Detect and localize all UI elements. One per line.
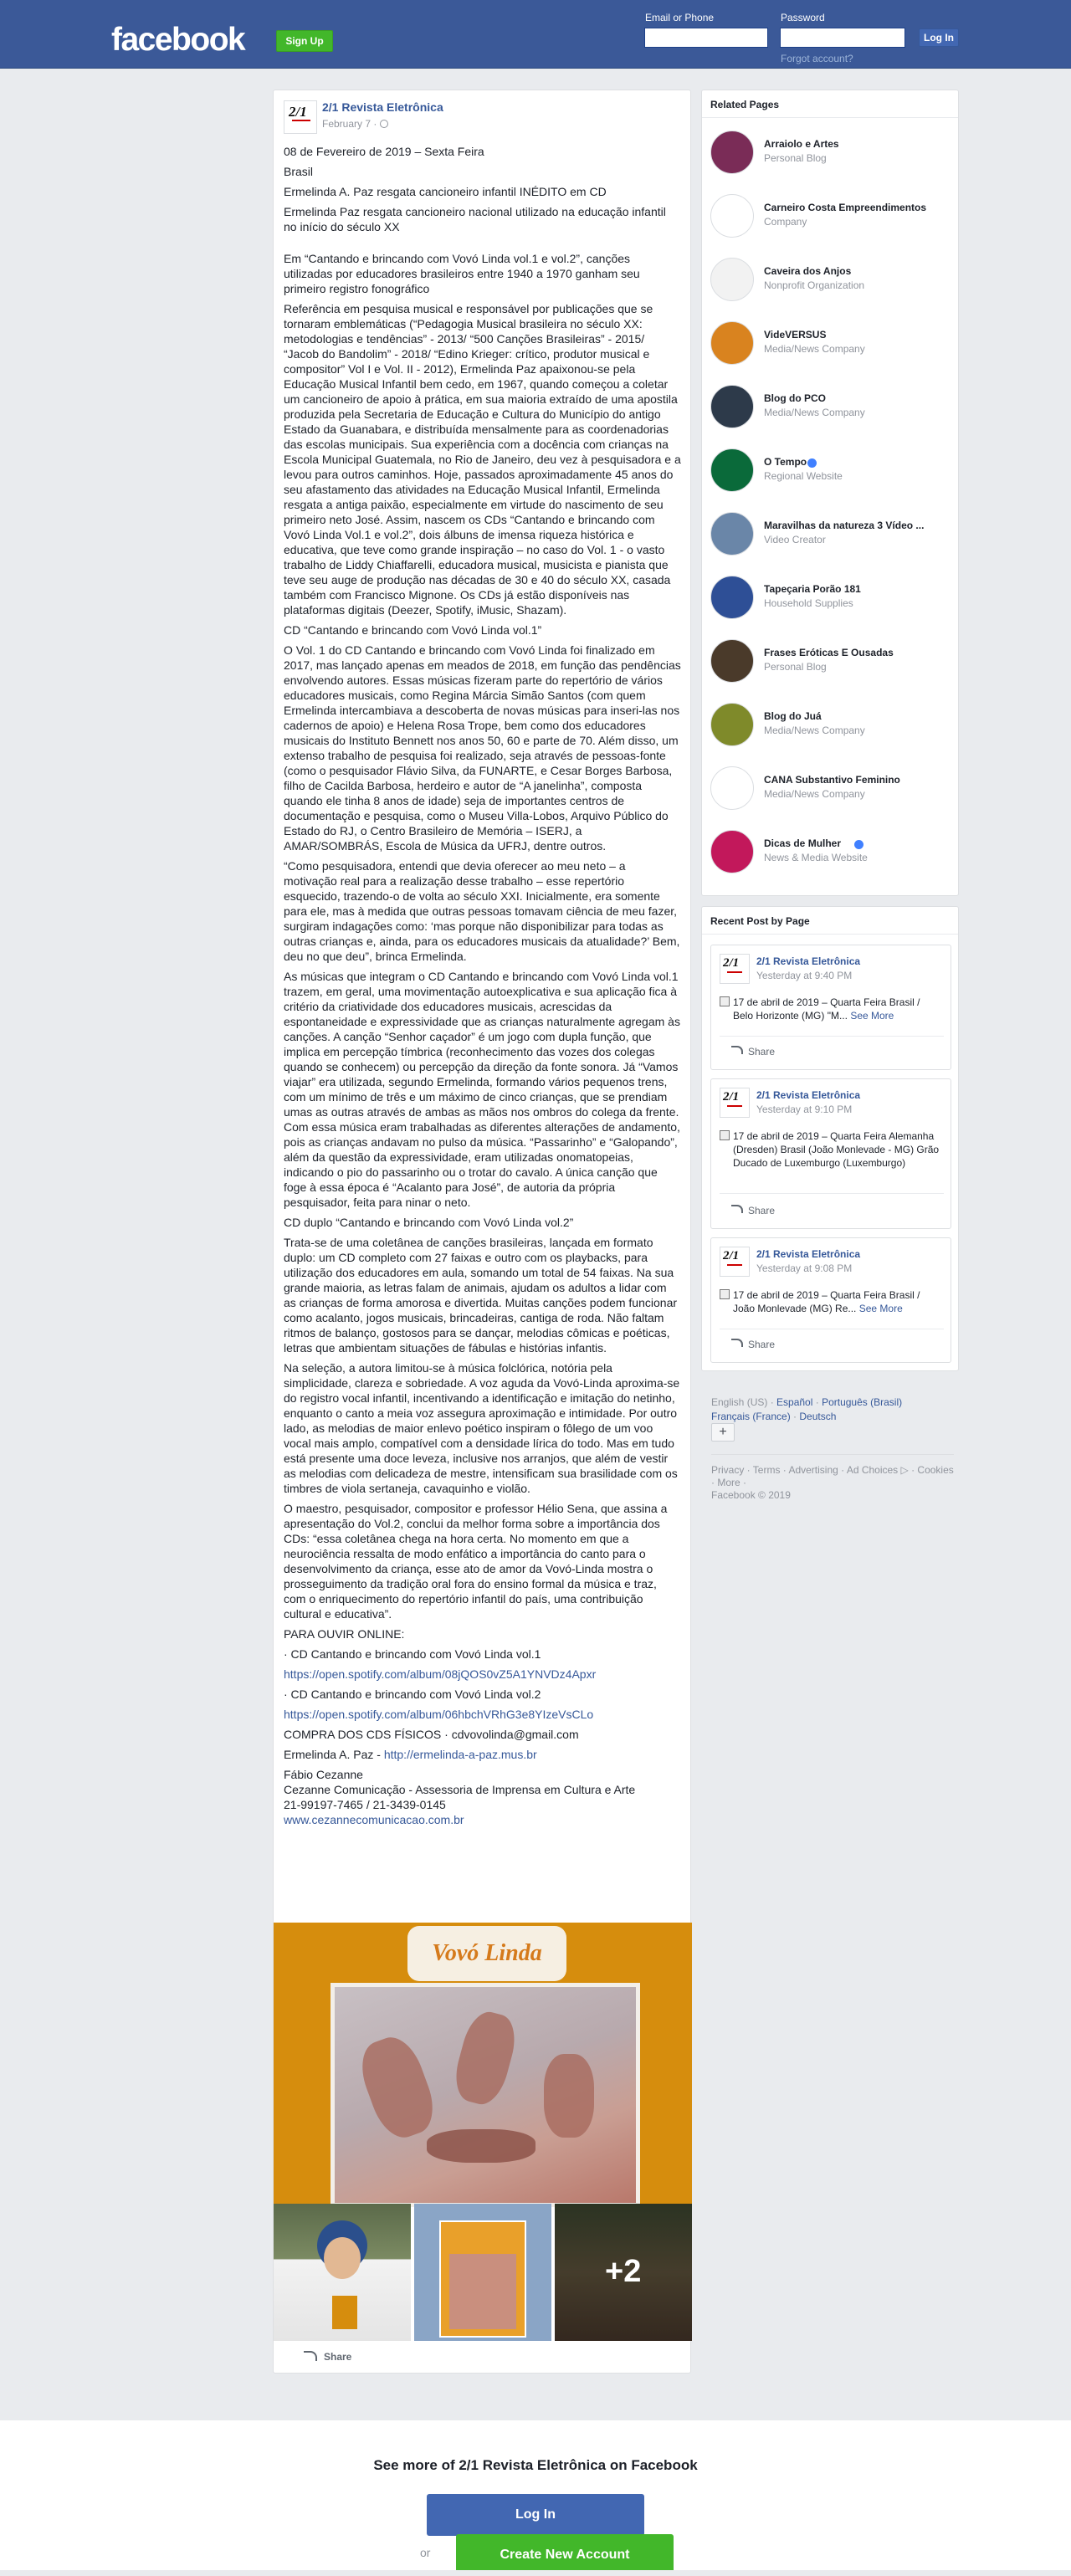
post-paragraph: Em “Cantando e brincando com Vovó Linda vol.1 e vol.2”, canções utilizadas por educadores brasileiros entre 1940 a 1970 ganham seu primeiro registro fonográfico bbox=[284, 252, 640, 295]
recent-post-excerpt: 17 de abril de 2019 – Quarta Feira Brasil / Belo Horizonte (MG) "M... bbox=[733, 996, 920, 1022]
page-avatar[interactable]: 2/1 bbox=[720, 1247, 750, 1277]
post-paragraph: “Como pesquisadora, entendi que devia oferecer ao meu neto – a motivação real para a realização desse trabalho – esse repertório esquecido, trazendo-o de volta ao século XXI. Inicialmente, era somente para ele, mas à medida que outras pessoas tomavam ciência de meu fazer, surgiram indagações como: ‘mas porque não disponibilizar para todas as outras crianças e, ainda, para os educadores musicais da atualidade?’ Bem, deu no que deu”, brinca Ermelinda. bbox=[284, 859, 680, 963]
share-icon bbox=[731, 1339, 743, 1347]
password-field[interactable] bbox=[780, 28, 905, 48]
top-bar bbox=[0, 0, 1071, 69]
recent-post-text bbox=[733, 996, 942, 1022]
post-paragraph: PARA OUVIR ONLINE: bbox=[284, 1627, 405, 1641]
calendar-icon bbox=[720, 996, 730, 1006]
related-page-item[interactable] bbox=[710, 512, 953, 562]
page-avatar[interactable]: 2/1 bbox=[720, 1088, 750, 1118]
post-body bbox=[284, 144, 682, 1827]
related-page-item[interactable] bbox=[710, 448, 953, 499]
related-page-category: Personal Blog bbox=[764, 661, 827, 673]
post-paragraph: O maestro, pesquisador, compositor e professor Hélio Sena, que assina a apresentação do Vol.2, conclui da melhor forma sobre a importância dos CDs: “essa coletânea chega na hora certa. No momento em que a neurociência ressalta de modo enfático a importância do canto para o desenvolvimento da criança, esse ato de amor da Vovó-Linda mostra o prosseguimento da tradição oral fora do ensino formal da música e traz, com o enriquecimento do repertório infantil do país, uma contribuição cultural e educativa”. bbox=[284, 1502, 668, 1621]
page-avatar[interactable]: 2/1 bbox=[284, 100, 317, 134]
facebook-logo[interactable]: facebook bbox=[111, 22, 245, 58]
related-page-item[interactable] bbox=[710, 194, 953, 244]
more-photos-count: +2 bbox=[605, 2254, 642, 2289]
post-paragraph: 08 de Fevereiro de 2019 – Sexta Feira bbox=[284, 145, 484, 158]
album-cover-art bbox=[331, 1983, 640, 2207]
post-paragraph: CD “Cantando e brincando com Vovó Linda vol.1” bbox=[284, 623, 542, 637]
post-card bbox=[273, 90, 691, 2374]
email-label: Email or Phone bbox=[645, 12, 715, 23]
related-page-avatar[interactable] bbox=[710, 321, 754, 365]
language-link[interactable]: Français (France) bbox=[711, 1411, 791, 1422]
recent-post-time[interactable]: Yesterday at 9:40 PM bbox=[756, 970, 853, 981]
post-paragraph: Trata-se de uma coletânea de canções brasileiras, lançada em formato duplo: um CD completo com 27 faixas e outro com os playbacks, para utilização dos educadores em aula, somando um total de 54 faixas. Na sua grande maioria, as letras falam de animais, ajudam os adultos a lidar com as crianças de forma amorosa e divertida. Muitas canções podem funcionar como acalanto, jogos musicais, brincadeiras, cantiga de roda. Não faltam ritmos de balanço, gostosos para se dançar, melodias cômicas e poéticas, letras que ambientam situações de fábulas e histórias infantis. bbox=[284, 1236, 678, 1355]
footer-links[interactable]: Privacy · Terms · Advertising · Ad Choices ▷ · Cookies · More · bbox=[711, 1464, 954, 1488]
related-page-name[interactable]: Blog do Juá bbox=[764, 710, 822, 722]
bottom-banner-title: See more of 2/1 Revista Eletrônica on Facebook bbox=[373, 2457, 698, 2473]
related-page-name[interactable]: Carneiro Costa Empreendimentos bbox=[764, 202, 927, 213]
recent-post-time[interactable]: Yesterday at 9:08 PM bbox=[756, 1262, 853, 1274]
recent-post-page-name[interactable]: 2/1 Revista Eletrônica bbox=[756, 1248, 861, 1260]
related-page-avatar[interactable] bbox=[710, 639, 754, 683]
calendar-icon bbox=[720, 1289, 730, 1299]
share-icon bbox=[731, 1205, 743, 1213]
related-page-name[interactable]: Blog do PCO bbox=[764, 392, 826, 404]
post-photo-thumb[interactable] bbox=[274, 2204, 411, 2341]
contact-line: Fábio Cezanne bbox=[284, 1768, 363, 1781]
contact-block bbox=[284, 1767, 682, 1827]
recent-post-time[interactable]: Yesterday at 9:10 PM bbox=[756, 1104, 853, 1115]
verified-badge-icon bbox=[854, 840, 863, 849]
related-page-avatar[interactable] bbox=[710, 385, 754, 428]
related-page-name[interactable]: Caveira dos Anjos bbox=[764, 265, 852, 277]
contact-line: 21-99197-7465 / 21-3439-0145 bbox=[284, 1798, 446, 1811]
recent-post-share-button[interactable] bbox=[748, 1205, 775, 1216]
recent-post-text bbox=[733, 1288, 942, 1315]
contact-line: Cezanne Comunicação - Assessoria de Imprensa em Cultura e Arte bbox=[284, 1783, 636, 1796]
related-page-item[interactable] bbox=[710, 830, 953, 880]
related-page-avatar[interactable] bbox=[710, 512, 754, 556]
related-page-avatar[interactable] bbox=[710, 576, 754, 619]
post-date[interactable] bbox=[322, 118, 388, 130]
language-link[interactable]: Español bbox=[776, 1396, 813, 1408]
related-page-avatar[interactable] bbox=[710, 766, 754, 810]
post-paragraph: Na seleção, a autora limitou-se à música folclórica, notória pela simplicidade, clareza e sobriedade. A voz aguda da Vovó-Linda aproxima-se do registro vocal infantil, incentivando a identificação e imitação do netinho, enquanto o canto a meia voz assegura aproximação e intimidade. Por outro lado, as melodias de maior enlevo poético inspiram o fôlego de um voo vocal mais amplo, compatível com a densidade lírica do todo. Mas em tudo está presente uma doce leveza, inclusive nos arranjos, que além de vestir as melodias com delicadeza de mestre, intensificam sua brasilidade com os timbres de viola sertaneja, cavaquinho e violão. bbox=[284, 1361, 680, 1495]
email-field[interactable] bbox=[644, 28, 768, 48]
verified-badge-icon bbox=[807, 458, 817, 468]
related-page-category: Nonprofit Organization bbox=[764, 279, 865, 291]
post-paragraph: · CD Cantando e brincando com Vovó Linda vol.2 bbox=[284, 1687, 541, 1701]
forgot-account-link[interactable]: Forgot account? bbox=[781, 53, 853, 64]
author-prefix: Ermelinda A. Paz - bbox=[284, 1748, 384, 1761]
related-page-category: Regional Website bbox=[764, 470, 843, 482]
share-label: Share bbox=[748, 1046, 776, 1058]
contact-website-link[interactable]: www.cezannecomunicacao.com.br bbox=[284, 1813, 464, 1826]
spotify-link-vol1[interactable]: https://open.spotify.com/album/08jQOS0vZ5A1YNVDz4Apxr bbox=[284, 1667, 597, 1681]
related-page-category: Personal Blog bbox=[764, 152, 827, 164]
post-paragraph: O Vol. 1 do CD Cantando e brincando com Vovó Linda foi finalizado em 2017, mas lançado apenas em meados de 2018, em função das pendências envolvendo autores. Essas músicas fizeram parte do repertório de vários educadores musicais, como Regina Márcia Simão Santos (com quem Ermelinda intercambiava a descoberta de novas músicas para inseri-las nos cadernos de apoio) e Helena Rosa Trope, bem como dos educadores musicais do Instituto Bennett nos anos 50, 60 e parte de 70. Além disso, um extenso trabalho de pesquisa foi realizado, seja através de pessoas-fonte (como o pesquisador Flávio Silva, da FUNARTE, e Cesar Borges Barbosa, filho de Cacilda Barbosa, herdeiro e autor de “A janelinha”, composta quando ele tinha 8 anos de idade) seja de importantes centros de documentação e pesquisa, como o Museu Villa-Lobos, Arquivo Público do Estado do RJ, o Centro Brasileiro de Memória – ISERJ, a AMAR/SOMBRÁS, Escola de Música da UFRJ, dentre outros. bbox=[284, 643, 681, 853]
author-website-link[interactable]: http://ermelinda-a-paz.mus.br bbox=[383, 1748, 537, 1761]
post-photo-thumb[interactable] bbox=[414, 2204, 551, 2341]
related-page-category: Household Supplies bbox=[764, 597, 853, 609]
share-icon bbox=[304, 2351, 317, 2361]
signup-button[interactable]: Sign Up bbox=[276, 30, 333, 52]
related-page-category: Video Creator bbox=[764, 534, 826, 545]
footer bbox=[711, 1464, 954, 1502]
recent-post-page-name[interactable]: 2/1 Revista Eletrônica bbox=[756, 955, 861, 967]
related-page-name[interactable]: Frases Eróticas E Ousadas bbox=[764, 647, 894, 658]
related-page-category: News & Media Website bbox=[764, 852, 868, 863]
share-icon bbox=[731, 1046, 743, 1054]
language-selector bbox=[711, 1396, 954, 1424]
recent-post-card bbox=[710, 1237, 951, 1363]
separator: · bbox=[790, 1411, 800, 1422]
related-pages-panel bbox=[701, 90, 959, 896]
recent-post-share-button[interactable] bbox=[748, 1046, 775, 1058]
bottom-login-banner bbox=[0, 2420, 1071, 2570]
login-button[interactable]: Log In bbox=[919, 28, 959, 47]
related-page-item[interactable] bbox=[710, 321, 953, 371]
post-paragraph: Ermelinda Paz resgata cancioneiro nacional utilizado na educação infantil no início do século XX bbox=[284, 205, 666, 233]
post-paragraph: COMPRA DOS CDS FÍSICOS · cdvovolinda@gmail.com bbox=[284, 1728, 579, 1741]
related-page-category: Media/News Company bbox=[764, 343, 865, 355]
related-page-item[interactable] bbox=[710, 576, 953, 626]
recent-post-excerpt: 17 de abril de 2019 – Quarta Feira Alemanha (Dresden) Brasil (João Monlevade - MG) Grão Ducado de Luxemburgo (Luxemburgo) bbox=[733, 1130, 940, 1169]
password-label: Password bbox=[781, 12, 825, 23]
related-pages-title: Related Pages bbox=[710, 99, 780, 110]
related-page-name[interactable]: Maravilhas da natureza 3 Vídeo ... bbox=[764, 520, 925, 531]
globe-icon bbox=[380, 120, 388, 128]
related-page-category: Company bbox=[764, 216, 807, 228]
page-avatar[interactable]: 2/1 bbox=[720, 954, 750, 984]
bottom-login-button[interactable]: Log In bbox=[427, 2494, 644, 2536]
post-date-text: February 7 · bbox=[322, 118, 380, 130]
or-label: or bbox=[420, 2546, 431, 2559]
spotify-link-vol2[interactable]: https://open.spotify.com/album/06hbchVRhG3e8YIzeVsCLo bbox=[284, 1708, 594, 1721]
recent-post-card bbox=[710, 1078, 951, 1229]
recent-post-page-name[interactable]: 2/1 Revista Eletrônica bbox=[756, 1089, 861, 1101]
album-cover-title: Vovó Linda bbox=[407, 1926, 566, 1981]
related-page-item[interactable] bbox=[710, 639, 953, 689]
related-page-item[interactable] bbox=[710, 703, 953, 753]
recent-post-share-button[interactable] bbox=[748, 1339, 775, 1350]
recent-posts-panel bbox=[701, 906, 959, 1371]
related-page-avatar[interactable] bbox=[710, 448, 754, 492]
post-paragraph: As músicas que integram o CD Cantando e brincando com Vovó Linda vol.1 trazem, em geral, uma movimentação autoexplicativa e sua aplicação fica à critério da criatividade dos educadores musicais, acrescidas da espontaneidade e expressividade que as crianças naturalmente agregam às canções. A canção “Senhor caçador” é um jogo com dupla função, que implica em percepção tímbrica (reconhecimento das vozes dos colegas quando se conhecem) ou percepção da direção da fonte sonora. Já “Vamos viajar” era utilizada, segundo Ermelinda, formando vários pequenos trens, com um mínimo de três e um máximo de cinco crianças, que se prendiam umas as outras através de ambas as mãos nos ombros do colega da frente. Com essa música eram trabalhadas as diferentes alterações de andamento, pois as crianças andavam no pulso da música. “Passarinho” e “Galopando”, além da questão da expressividade, eram utilizadas onomatopeias, indicando o pio do passarinho ou o trotar do cavalo. A única canção que foge à essa época é “Acalanto para José”, de autoria da própria pesquisador, feita para ninar o neto. bbox=[284, 970, 680, 1209]
related-page-avatar[interactable] bbox=[710, 830, 754, 873]
related-page-item[interactable] bbox=[710, 385, 953, 435]
related-page-category: Media/News Company bbox=[764, 725, 865, 736]
related-page-name[interactable]: VideVERSUS bbox=[764, 329, 827, 341]
create-account-button[interactable]: Create New Account bbox=[456, 2534, 674, 2570]
post-paragraph: Ermelinda A. Paz resgata cancioneiro infantil INÉDITO em CD bbox=[284, 185, 607, 198]
post-main-photo[interactable] bbox=[274, 1923, 692, 2207]
related-page-name[interactable]: Arraiolo e Artes bbox=[764, 138, 839, 150]
calendar-icon bbox=[720, 1130, 730, 1140]
post-paragraph: · CD Cantando e brincando com Vovó Linda vol.1 bbox=[284, 1647, 541, 1661]
share-label: Share bbox=[748, 1205, 776, 1216]
see-more-link[interactable]: See More bbox=[850, 1010, 894, 1022]
current-language: English (US) · bbox=[711, 1396, 777, 1408]
page-name-link[interactable]: 2/1 Revista Eletrônica bbox=[322, 100, 443, 114]
recent-post-excerpt: 17 de abril de 2019 – Quarta Feira Brasil / João Monlevade (MG) Re... bbox=[733, 1289, 920, 1314]
related-page-name[interactable]: Dicas de Mulher bbox=[764, 837, 842, 849]
recent-post-text bbox=[733, 1129, 942, 1170]
post-paragraph: CD duplo “Cantando e brincando com Vovó Linda vol.2” bbox=[284, 1216, 574, 1229]
more-languages-button[interactable]: + bbox=[711, 1423, 735, 1442]
post-photo-thumb[interactable] bbox=[555, 2204, 692, 2341]
related-page-item[interactable] bbox=[710, 766, 953, 817]
post-paragraph: Brasil bbox=[284, 165, 314, 178]
related-page-name[interactable]: O Tempo bbox=[764, 456, 807, 468]
related-page-name[interactable]: Tapeçaria Porão 181 bbox=[764, 583, 861, 595]
related-page-avatar[interactable] bbox=[710, 703, 754, 746]
recent-post-card bbox=[710, 945, 951, 1070]
language-link[interactable]: Português (Brasil) bbox=[822, 1396, 903, 1408]
share-label: Share bbox=[324, 2351, 352, 2363]
post-share-button[interactable] bbox=[304, 2351, 351, 2363]
related-page-item[interactable] bbox=[710, 258, 953, 308]
related-page-avatar[interactable] bbox=[710, 194, 754, 238]
related-page-name[interactable]: CANA Substantivo Feminino bbox=[764, 774, 900, 786]
post-paragraph: Referência em pesquisa musical e responsável por publicações que se tornaram emblemáticas (“Pedagogia Musical brasileira no século XX: metodologias e tendências” - 2013/ “500 Canções Brasileiras” - 2015/ “Jacob do Bandolim” - 2018/ “Edino Krieger: crítico, produtor musical e compositor” Vol I e Vol. II - 2012), Ermelinda Paz apaixonou-se pela Educação Musical Infantil bem cedo, em 1967, quando começou a coletar um cancioneiro de apoio à prática, em sua maioria extraído de uma apostila produzida pela Secretaria de Educação e Cultura do Município do antigo Estado da Guanabara, e distribuída mensalmente para as coordenadorias das escolas municipais. Sua experiência com a docência com crianças na Escola Municipal Guatemala, no Rio de Janeiro, deu vez à pesquisadora e a levou para outros caminhos. Hoje, passados aproximadamente 45 anos do seu afastamento das atividades na Educação Musical Infantil, Ermelinda resgata a antiga paixão, especialmente em virtude do nascimento de seu primeiro neto José. Assim, nascem os CDs “Cantando e brincando com Vovó Linda Vol.1 e vol.2”, dois álbuns de imensa riqueza histórica e educativa, que teve como grande inspiração – no caso do Vol. 1 - o vasto trabalho de Liddy Chiaffarelli, educadora musical, musicista e pianista que teve seu auge de produção nas décadas de 30 e 40 do século XX, casada também com Francisco Mignone. Os CDs já estão disponíveis nas plataformas digitais (Deezer, Spotify, iMusic, Shazam). bbox=[284, 302, 681, 617]
related-page-category: Media/News Company bbox=[764, 788, 865, 800]
language-link[interactable]: Deutsch bbox=[799, 1411, 837, 1422]
share-label: Share bbox=[748, 1339, 776, 1350]
recent-posts-title: Recent Post by Page bbox=[710, 915, 810, 927]
see-more-link[interactable]: See More bbox=[858, 1303, 903, 1314]
separator: · bbox=[812, 1396, 822, 1408]
related-page-avatar[interactable] bbox=[710, 258, 754, 301]
related-page-category: Media/News Company bbox=[764, 407, 865, 418]
copyright: Facebook © 2019 bbox=[711, 1489, 791, 1501]
related-page-item[interactable] bbox=[710, 131, 953, 181]
related-page-avatar[interactable] bbox=[710, 131, 754, 174]
